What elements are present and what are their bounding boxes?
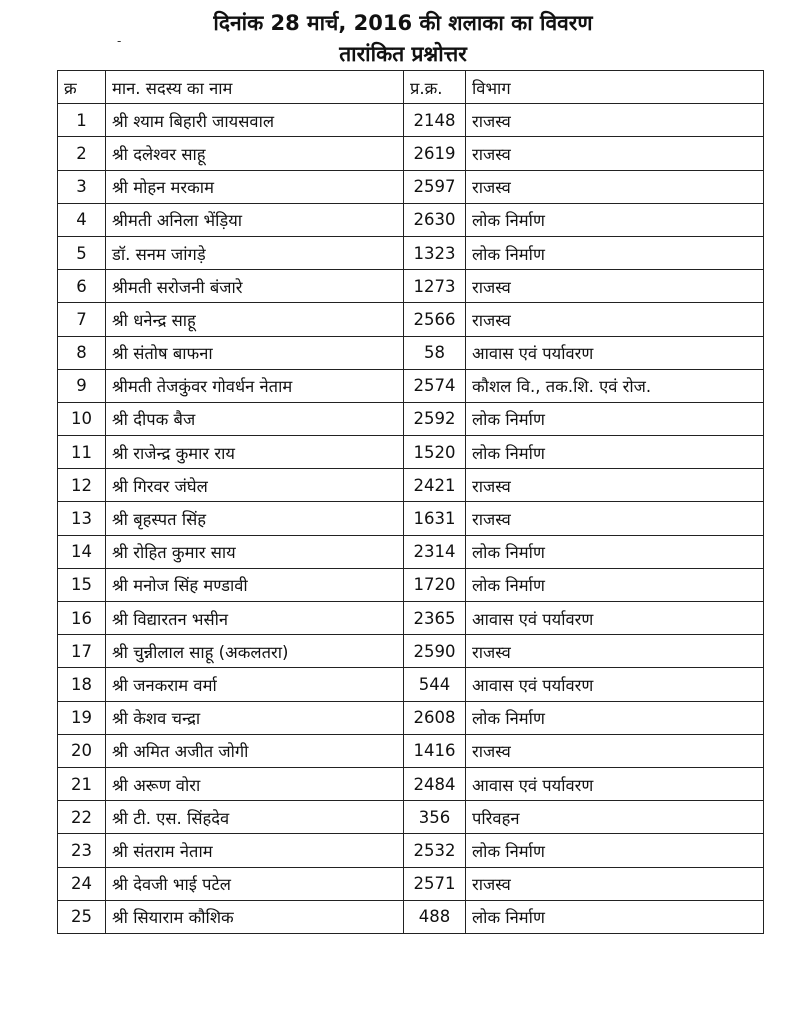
row-department: कौशल वि., तक.शि. एवं रोज. — [466, 369, 764, 402]
row-member-name: श्री संतोष बाफना — [106, 336, 404, 369]
row-question-no: 2532 — [404, 834, 466, 867]
table-row — [58, 502, 764, 535]
table-row — [58, 734, 764, 767]
row-serial: 10 — [58, 402, 106, 435]
row-serial: 3 — [58, 170, 106, 203]
document-title: दिनांक 28 मार्च, 2016 की शलाका का विवरण — [213, 11, 593, 35]
table-row — [58, 170, 764, 203]
row-department: आवास एवं पर्यावरण — [466, 602, 764, 635]
row-question-no: 1631 — [404, 502, 466, 535]
row-member-name: श्री सियाराम कौशिक — [106, 900, 404, 933]
table-row — [58, 402, 764, 435]
row-department: लोक निर्माण — [466, 535, 764, 568]
row-serial: 24 — [58, 867, 106, 900]
header-serial: क्र — [58, 71, 106, 104]
row-question-no: 1520 — [404, 436, 466, 469]
row-question-no: 1273 — [404, 270, 466, 303]
row-department: लोक निर्माण — [466, 203, 764, 236]
table-row — [58, 568, 764, 601]
row-member-name: श्री चुन्नीलाल साहू (अकलतरा) — [106, 635, 404, 668]
row-question-no: 1323 — [404, 236, 466, 269]
row-question-no: 2592 — [404, 402, 466, 435]
row-member-name: श्रीमती तेजकुंवर गोवर्धन नेताम — [106, 369, 404, 402]
row-question-no: 2421 — [404, 469, 466, 502]
row-question-no: 2571 — [404, 867, 466, 900]
table-row — [58, 701, 764, 734]
row-serial: 14 — [58, 535, 106, 568]
row-department: परिवहन — [466, 801, 764, 834]
row-serial: 21 — [58, 767, 106, 800]
row-member-name: श्री दलेश्वर साहू — [106, 137, 404, 170]
row-member-name: श्री अमित अजीत जोगी — [106, 734, 404, 767]
row-serial: 16 — [58, 602, 106, 635]
row-serial: 5 — [58, 236, 106, 269]
row-member-name: श्री रोहित कुमार साय — [106, 535, 404, 568]
table-row — [58, 867, 764, 900]
row-member-name: श्री राजेन्द्र कुमार राय — [106, 436, 404, 469]
row-serial: 23 — [58, 834, 106, 867]
table-row — [58, 535, 764, 568]
row-serial: 1 — [58, 104, 106, 137]
row-question-no: 58 — [404, 336, 466, 369]
table-row — [58, 236, 764, 269]
row-member-name: श्री गिरवर जंघेल — [106, 469, 404, 502]
row-member-name: श्रीमती सरोजनी बंजारे — [106, 270, 404, 303]
row-department: राजस्व — [466, 469, 764, 502]
table-row — [58, 635, 764, 668]
row-department: आवास एवं पर्यावरण — [466, 336, 764, 369]
row-department: राजस्व — [466, 137, 764, 170]
table-row — [58, 436, 764, 469]
table-row — [58, 801, 764, 834]
header-member-name: मान. सदस्य का नाम — [106, 71, 404, 104]
table-row — [58, 137, 764, 170]
row-question-no: 2148 — [404, 104, 466, 137]
row-serial: 6 — [58, 270, 106, 303]
row-question-no: 2484 — [404, 767, 466, 800]
row-serial: 12 — [58, 469, 106, 502]
table-row — [58, 602, 764, 635]
table-row — [58, 270, 764, 303]
table-row — [58, 104, 764, 137]
row-serial: 15 — [58, 568, 106, 601]
row-serial: 22 — [58, 801, 106, 834]
table-row — [58, 900, 764, 933]
row-department: राजस्व — [466, 635, 764, 668]
row-member-name: श्री धनेन्द्र साहू — [106, 303, 404, 336]
row-question-no: 2619 — [404, 137, 466, 170]
table-row — [58, 303, 764, 336]
row-member-name: श्री विद्यारतन भसीन — [106, 602, 404, 635]
row-department: लोक निर्माण — [466, 568, 764, 601]
row-member-name: श्री दीपक बैज — [106, 402, 404, 435]
row-question-no: 2608 — [404, 701, 466, 734]
row-department: लोक निर्माण — [466, 436, 764, 469]
row-department: लोक निर्माण — [466, 900, 764, 933]
row-question-no: 2365 — [404, 602, 466, 635]
table-row — [58, 203, 764, 236]
row-serial: 4 — [58, 203, 106, 236]
row-department: राजस्व — [466, 303, 764, 336]
row-department: राजस्व — [466, 502, 764, 535]
row-question-no: 1720 — [404, 568, 466, 601]
table-row — [58, 834, 764, 867]
row-question-no: 356 — [404, 801, 466, 834]
row-member-name: श्री श्याम बिहारी जायसवाल — [106, 104, 404, 137]
header-department: विभाग — [466, 71, 764, 104]
row-question-no: 2566 — [404, 303, 466, 336]
row-member-name: श्री मोहन मरकाम — [106, 170, 404, 203]
row-department: राजस्व — [466, 270, 764, 303]
row-serial: 18 — [58, 668, 106, 701]
margin-mark: - — [117, 34, 122, 48]
row-department: राजस्व — [466, 867, 764, 900]
row-member-name: डॉ. सनम जांगड़े — [106, 236, 404, 269]
row-question-no: 544 — [404, 668, 466, 701]
row-member-name: श्री मनोज सिंह मण्डावी — [106, 568, 404, 601]
table-row — [58, 668, 764, 701]
row-serial: 9 — [58, 369, 106, 402]
row-department: आवास एवं पर्यावरण — [466, 767, 764, 800]
table-row — [58, 369, 764, 402]
row-member-name: श्रीमती अनिला भेंड़िया — [106, 203, 404, 236]
row-question-no: 1416 — [404, 734, 466, 767]
row-serial: 17 — [58, 635, 106, 668]
row-member-name: श्री बृहस्पत सिंह — [106, 502, 404, 535]
row-serial: 7 — [58, 303, 106, 336]
row-serial: 2 — [58, 137, 106, 170]
row-question-no: 2630 — [404, 203, 466, 236]
row-member-name: श्री केशव चन्द्रा — [106, 701, 404, 734]
row-department: राजस्व — [466, 170, 764, 203]
table-row — [58, 469, 764, 502]
row-department: राजस्व — [466, 104, 764, 137]
row-serial: 13 — [58, 502, 106, 535]
row-department: राजस्व — [466, 734, 764, 767]
row-department: आवास एवं पर्यावरण — [466, 668, 764, 701]
table-row — [58, 767, 764, 800]
row-question-no: 2574 — [404, 369, 466, 402]
row-department: लोक निर्माण — [466, 402, 764, 435]
row-question-no: 2590 — [404, 635, 466, 668]
table-header-row — [58, 71, 764, 104]
row-member-name: श्री संतराम नेताम — [106, 834, 404, 867]
row-serial: 8 — [58, 336, 106, 369]
row-question-no: 488 — [404, 900, 466, 933]
row-department: लोक निर्माण — [466, 236, 764, 269]
header-question-no: प्र.क्र. — [404, 71, 466, 104]
document-subtitle: तारांकित प्रश्नोत्तर — [339, 42, 467, 66]
row-department: लोक निर्माण — [466, 701, 764, 734]
question-table — [57, 70, 764, 934]
row-member-name: श्री टी. एस. सिंहदेव — [106, 801, 404, 834]
row-serial: 11 — [58, 436, 106, 469]
row-question-no: 2597 — [404, 170, 466, 203]
row-member-name: श्री जनकराम वर्मा — [106, 668, 404, 701]
row-serial: 20 — [58, 734, 106, 767]
row-department: लोक निर्माण — [466, 834, 764, 867]
row-serial: 25 — [58, 900, 106, 933]
row-member-name: श्री देवजी भाई पटेल — [106, 867, 404, 900]
row-member-name: श्री अरूण वोरा — [106, 767, 404, 800]
table-row — [58, 336, 764, 369]
row-question-no: 2314 — [404, 535, 466, 568]
row-serial: 19 — [58, 701, 106, 734]
